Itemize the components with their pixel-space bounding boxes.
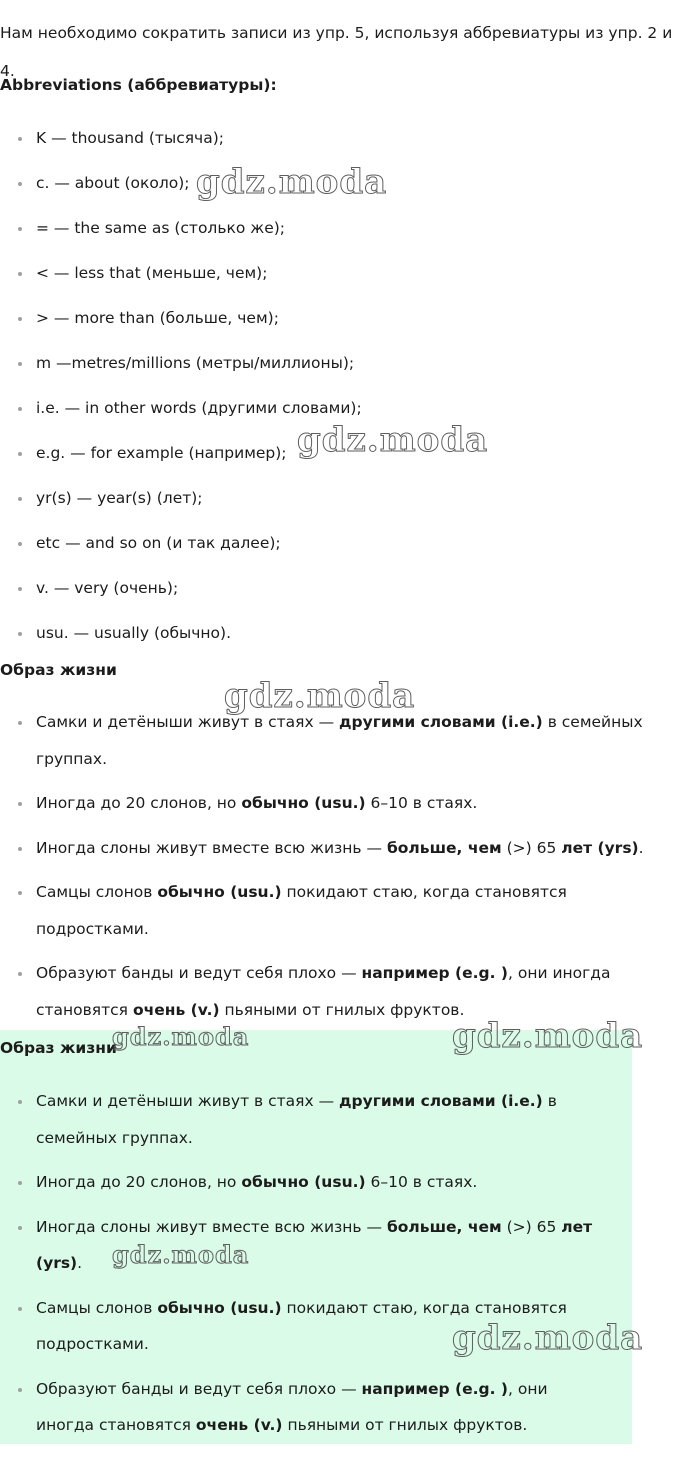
watermark: gdz.moda (112, 1022, 250, 1051)
list-item (0, 785, 648, 822)
list-item (0, 1209, 596, 1282)
item-text: пьяными от гнилых фруктов. (219, 1000, 465, 1019)
item-bold: очень (v.) (132, 1000, 220, 1019)
item-text: покидают стаю, когда становятся подростками. (36, 1298, 567, 1353)
item-bold: очень (v.) (195, 1416, 283, 1434)
item-text: Самки и детёныши живут в стаях — (36, 713, 340, 731)
item-text: Иногда слоны живут вместе всю жизнь — (36, 1217, 387, 1236)
list-item (0, 830, 648, 867)
list-item (0, 1083, 596, 1156)
item-text: покидают стаю, когда становятся подростками. (36, 883, 567, 938)
list-item: etc — and so on (и так далее); (0, 521, 362, 566)
item-text: Иногда до 20 слонов, но (36, 794, 242, 812)
list-item: v. — very (очень); (0, 566, 362, 611)
intro-text: Нам необходимо сократить записи из упр. 5, используя аббревиатуры из упр. 2 и 4. (0, 24, 673, 80)
item-text: Самцы слонов (36, 883, 158, 901)
list-item: yr(s) — year(s) (лет); (0, 476, 362, 521)
item-text: . (638, 838, 644, 857)
watermark: gdz.moda (452, 1318, 644, 1358)
list-item (0, 1164, 596, 1201)
list-item: i.e. — in other words (другими словами); (0, 386, 362, 431)
item-text: , они иногда становятся (36, 964, 611, 1019)
watermark: gdz.moda (112, 1240, 250, 1269)
item-text: . (77, 1254, 83, 1272)
item-text: (>) 65 (501, 838, 562, 857)
lifestyle-list-highlighted (0, 1083, 596, 1444)
item-text: Иногда слоны живут вместе всю жизнь — (36, 838, 387, 857)
list-item: < — less that (меньше, чем); (0, 251, 362, 296)
list-item (0, 1371, 596, 1444)
item-bold: обычно (usu.) (241, 794, 366, 812)
item-bold: другими словами (i.e.) (339, 713, 543, 731)
item-text: в семейных группах. (36, 713, 643, 768)
watermark: gdz.moda (452, 1016, 644, 1056)
item-bold: лет (yrs) (36, 1217, 593, 1272)
list-item: = — the same as (столько же); (0, 206, 362, 251)
item-bold: например (e.g. ) (361, 964, 508, 982)
item-text: , они иногда становятся (36, 1379, 548, 1434)
watermark: gdz.moda (224, 676, 416, 716)
item-bold: обычно (usu.) (157, 883, 282, 901)
list-item: > — more than (больше, чем); (0, 296, 362, 341)
item-text: Самки и детёныши живут в стаях — (36, 1092, 340, 1110)
item-text: 6–10 в стаях. (365, 1173, 478, 1191)
item-text: (>) 65 (501, 1217, 562, 1236)
item-bold: обычно (usu.) (157, 1298, 282, 1317)
list-item: K — thousand (тысяча); (0, 116, 362, 161)
item-text: пьяными от гнилых фруктов. (282, 1416, 528, 1434)
item-text: Образуют банды и ведут себя плохо — (36, 964, 362, 982)
list-item: e.g. — for example (например); (0, 431, 362, 476)
item-text: Самцы слонов (36, 1298, 158, 1317)
item-bold: обычно (usu.) (241, 1173, 366, 1191)
item-bold: например (e.g. ) (361, 1379, 508, 1398)
item-text: 6–10 в стаях. (365, 794, 478, 812)
item-text: Образуют банды и ведут себя плохо — (36, 1379, 362, 1398)
item-text: в семейных группах. (36, 1092, 557, 1147)
item-bold: лет (yrs) (561, 838, 639, 857)
section-heading: Образ жизни (0, 1039, 117, 1057)
item-bold: больше, чем (386, 838, 502, 857)
list-item: m —metres/millions (метры/миллионы); (0, 341, 362, 386)
section-heading: Образ жизни (0, 661, 117, 679)
item-bold: другими словами (i.e.) (339, 1092, 543, 1110)
item-bold: больше, чем (386, 1217, 502, 1236)
watermark: gdz.moda (297, 420, 489, 460)
list-item: usu. — usually (обычно). (0, 611, 362, 656)
list-item (0, 874, 648, 947)
item-text: Иногда до 20 слонов, но (36, 1173, 242, 1191)
abbreviations-heading: Abbreviations (аббревиатуры): (0, 76, 277, 94)
lifestyle-list (0, 704, 648, 1028)
list-item: c. — about (около); (0, 161, 362, 206)
watermark: gdz.moda (196, 162, 388, 202)
